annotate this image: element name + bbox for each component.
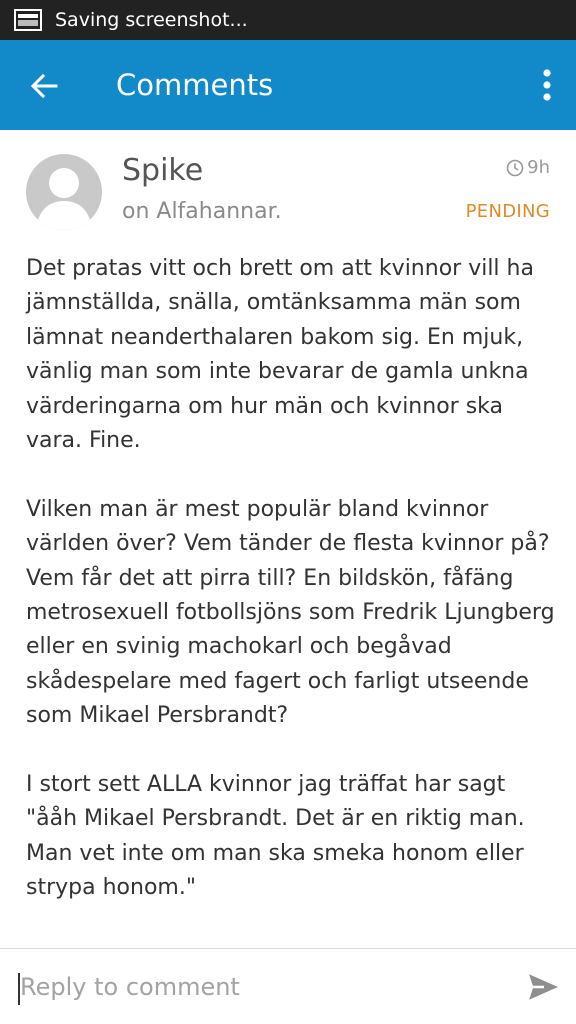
page-title: Comments <box>116 68 274 102</box>
comment-time-text: 9h <box>527 157 550 178</box>
reply-bar <box>0 948 576 1024</box>
comment-paragraph: I stort sett ALLA kvinnor jag träffat har sagt "ååh Mikael Persbrandt. Det är en riktig man. Man vet inte om man ska smeka honom eller strypa honom." <box>26 772 525 901</box>
comment-paragraph: Vilken man är mest populär bland kvinnor världen över? Vem tänder de flesta kvinnor på? Vem får det att pirra till? En bildskön, fåfäng metrosexuell fotbollsjöns som Fredrik Ljungberg eller en svinig machokarl och begåvad skådespelare med fagert och farligt utseende som Mikael Persbrandt? <box>26 496 555 729</box>
comment-view <box>0 130 576 948</box>
clock-icon <box>506 159 524 177</box>
screenshot-icon <box>14 9 42 31</box>
comment-body <box>26 252 556 940</box>
avatar <box>26 154 102 230</box>
comment-author[interactable]: Spike <box>122 153 204 188</box>
reply-input[interactable] <box>20 967 500 1007</box>
back-arrow-icon[interactable] <box>28 70 60 102</box>
avatar-placeholder-icon <box>26 154 102 230</box>
comment-time <box>506 156 550 180</box>
status-badge: PENDING <box>465 201 550 222</box>
status-bar <box>0 0 576 40</box>
app-bar <box>0 40 576 130</box>
more-vert-icon[interactable] <box>532 68 562 102</box>
comment-paragraph: Det pratas vitt och brett om att kvinnor vill ha jämnställda, snälla, omtänksamma män som lämnat neanderthalaren bakom sig. En mjuk, vänlig man som inte bevarar de gamla unkna värderingarna om hur män och kvinnor ska vara. Fine. <box>26 256 534 454</box>
status-notification-text: Saving screenshot... <box>55 9 248 31</box>
send-icon[interactable] <box>524 969 564 1005</box>
comment-post-link[interactable]: on Alfahannar. <box>122 199 282 224</box>
